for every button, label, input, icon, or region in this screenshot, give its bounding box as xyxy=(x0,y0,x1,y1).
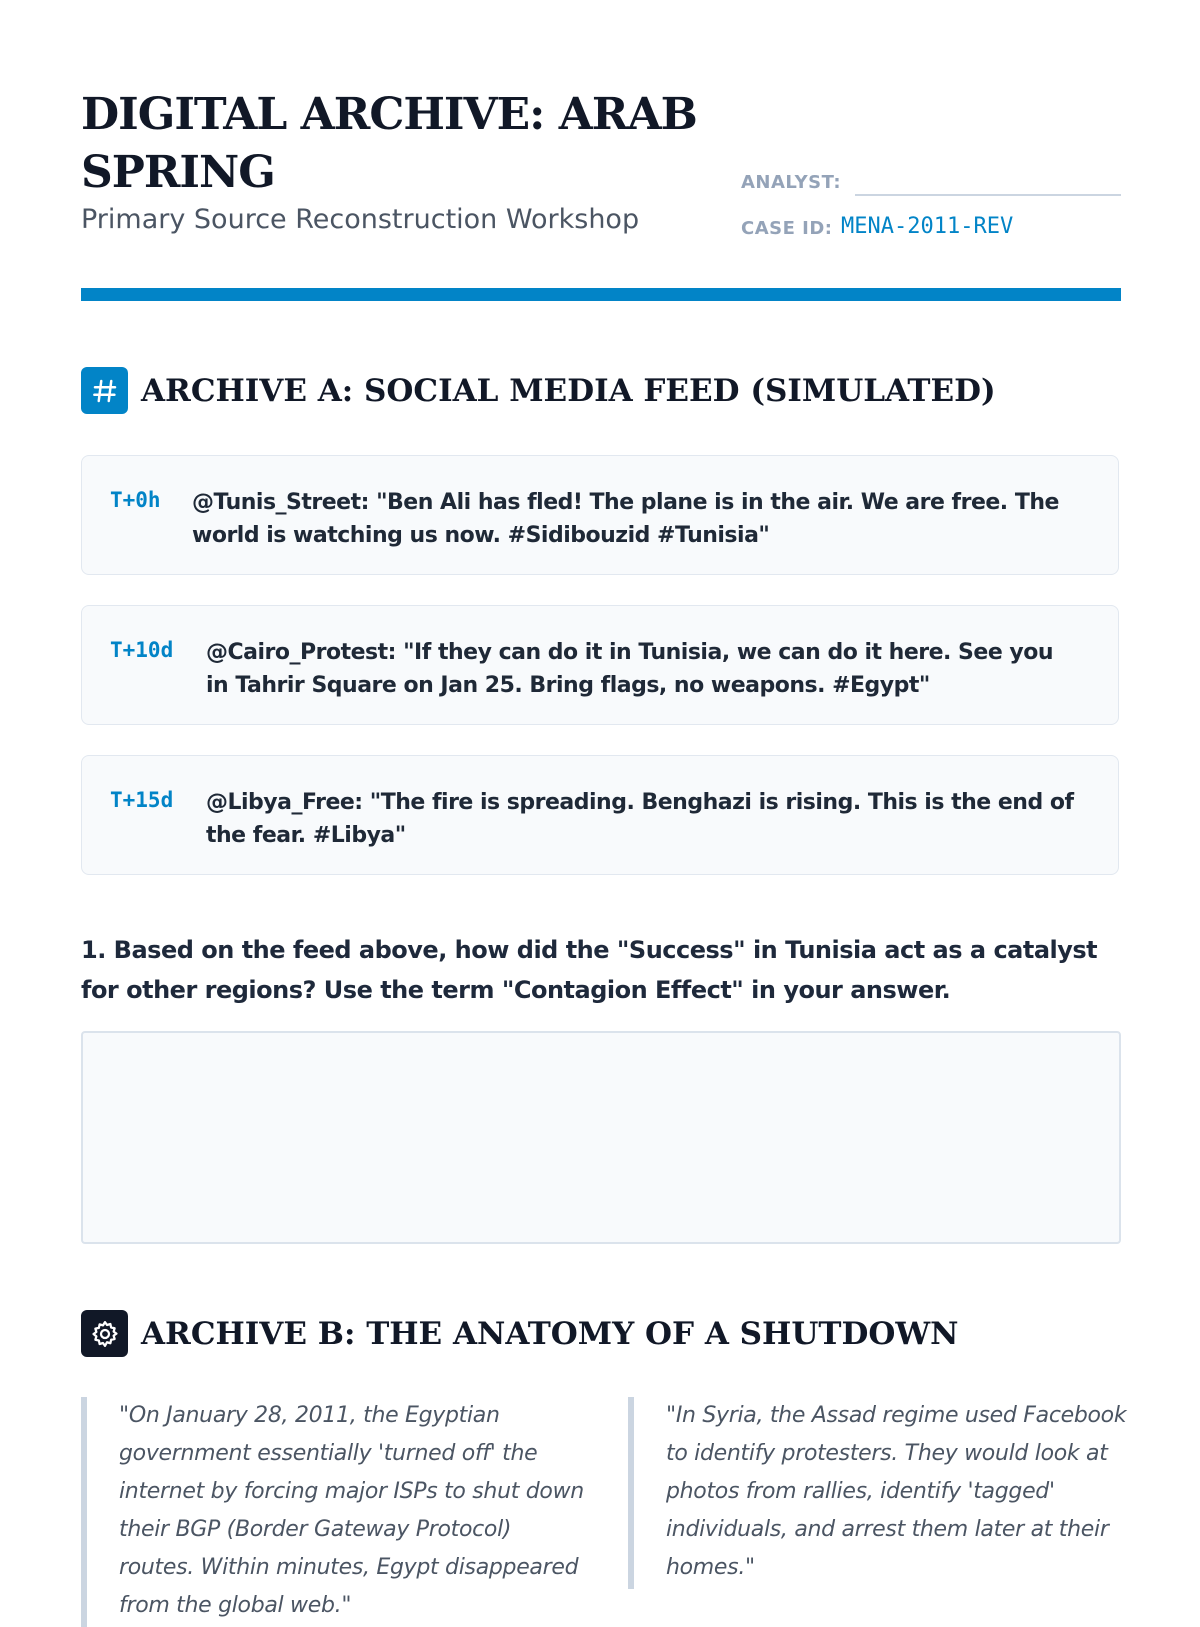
archive-b-title: ARCHIVE B: THE ANATOMY OF A SHUTDOWN xyxy=(141,1316,959,1352)
post-text: @Cairo_Protest: "If they can do it in Tunisia, we can do it here. See you in Tahrir Square on Jan 25. Bring flags, no weapons. #Egypt" xyxy=(206,640,1054,698)
feed-post xyxy=(81,755,1119,875)
feed-post xyxy=(81,455,1119,575)
post-timestamp: T+0h xyxy=(110,488,161,512)
page-title: DIGITAL ARCHIVE: ARAB SPRING xyxy=(81,89,697,198)
archive-b-heading xyxy=(81,1310,1121,1358)
analyst-row xyxy=(741,166,1121,212)
post-timestamp: T+15d xyxy=(110,788,174,812)
question-1: 1. Based on the feed above, how did the "Success" in Tunisia act as a catalyst for other regions? Use the term "Contagion Effect" in your answer. xyxy=(81,936,1098,1004)
post-text: @Tunis_Street: "Ben Ali has fled! The plane is in the air. We are free. The world is watching us now. #Sidibouzid #Tunisia" xyxy=(192,490,1059,548)
analyst-label: ANALYST: xyxy=(741,172,842,193)
post-text: @Libya_Free: "The fire is spreading. Benghazi is rising. This is the end of the fear. #Libya" xyxy=(206,790,1074,848)
archive-a-heading xyxy=(81,367,1121,415)
archive-a-title: ARCHIVE A: SOCIAL MEDIA FEED (SIMULATED) xyxy=(141,373,996,409)
gear-icon xyxy=(81,1310,128,1357)
worksheet-header xyxy=(81,86,1121,246)
post-timestamp: T+10d xyxy=(110,638,174,662)
analyst-field[interactable] xyxy=(855,166,1121,196)
hash-icon xyxy=(81,367,128,414)
case-id-row xyxy=(741,212,1121,258)
quote-syria-facebook: "In Syria, the Assad regime used Facebook to identify protesters. They would look at photos from rallies, identify 'tagged' individuals, and arrest them later at their homes." xyxy=(628,1397,1136,1589)
meta-block xyxy=(741,166,1121,258)
feed-post xyxy=(81,605,1119,725)
case-id-label: CASE ID: xyxy=(741,218,833,239)
header-divider xyxy=(81,288,1121,301)
page-subtitle: Primary Source Reconstruction Workshop xyxy=(81,204,640,235)
answer-field[interactable] xyxy=(81,1031,1121,1244)
quote-egypt-shutdown: "On January 28, 2011, the Egyptian government essentially 'turned off' the internet by forcing major ISPs to shut down their BGP (Border Gateway Protocol) routes. Within minutes, Egypt disappeared from the global web." xyxy=(81,1397,589,1627)
case-id-value: MENA-2011-REV xyxy=(841,214,1014,239)
